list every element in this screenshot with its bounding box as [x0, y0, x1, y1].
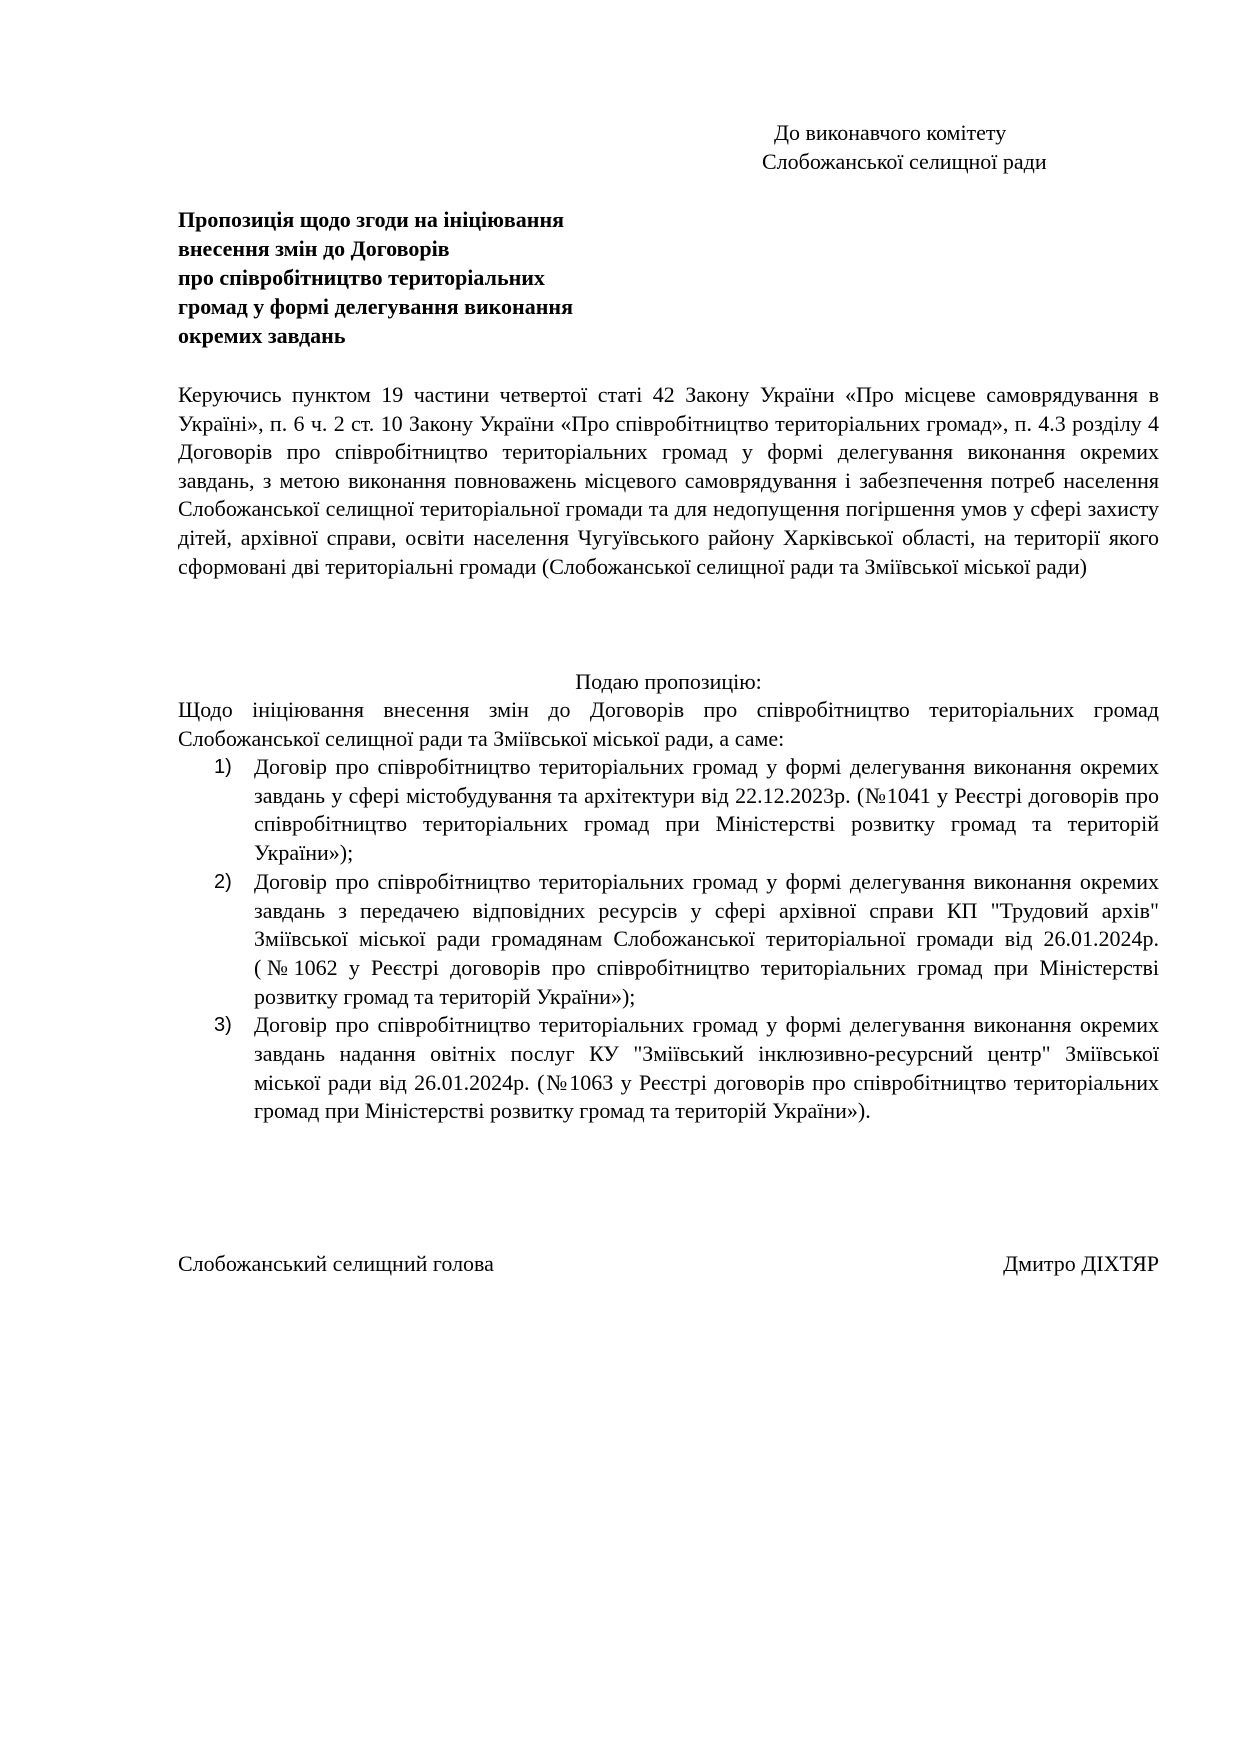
list-item-text: Договір про співробітництво територіальних громад у формі делегування виконання окремих завдань з передачею відповідних ресурсів у сфері архівної справи КП "Трудовий архів" Зміївської міської ради громадянам Слобожанської територіальної громади від 26.01.2024р. (№1062 у Реєстрі договорів про співробітництво територіальних громад при Міністерстві розвитку громад та територій України»); [254, 868, 1159, 1009]
list-item-number: 3) [214, 1014, 232, 1037]
list-item [178, 868, 1159, 1012]
signatory-position: Слобожанський селищний голова [178, 1251, 494, 1276]
list-item-text: Договір про співробітництво територіальних громад у формі делегування виконання окремих завдань надання овітніх послуг КУ "Зміївський інклюзивно-ресурсний центр" Зміївської міської ради від 26.01.2024р. (№1063 у Реєстрі договорів про співробітництво територіальних громад при Міністерстві розвитку громад та територій України»). [254, 1012, 1159, 1124]
list-item-text: Договір про співробітництво територіальних громад у формі делегування виконання окремих завдань у сфері містобудування та архітектури від 22.12.2023р. (№1041 у Реєстрі договорів про співробітництво територіальних громад при Міністерстві розвитку громад та територій України»); [254, 754, 1159, 866]
title-line: внесення змін до Договорів [178, 236, 450, 261]
signatory-name: Дмитро ДІХТЯР [1003, 1251, 1159, 1276]
title-line: про співробітництво територіальних [178, 265, 545, 290]
title-line: Пропозиція щодо згоди на ініціювання [178, 207, 565, 232]
addressee-line-2: Слобожанської селищної ради [762, 149, 1047, 174]
proposal-intro: Щодо ініціювання внесення змін до Договорів про співробітництво територіальних громад Слобожанської селищної ради та Зміївської міської ради, а саме: [178, 697, 1159, 751]
preamble-paragraph: Керуючись пунктом 19 частини четвертої статі 42 Закону України «Про місцеве самоврядування в Україні», п. 6 ч. 2 ст. 10 Закону України «Про співробітництво територіальних громад», п. 4.3 розділу 4 Договорів про співробітництво територіальних громад у формі делегування виконання окремих завдань, з метою виконання повноважень місцевого самоврядування і забезпечення потреб населення Слобожанської селищної територіальної громади та для недопущення погіршення умов у сфері захисту дітей, архівної справи, освіти населення Чугуївського району Харківської області, на території якого сформовані дві територіальні громади (Слобожанської селищної ради та Зміївської міської ради) [178, 382, 1159, 579]
addressee-line-1: До виконавчого комітету [774, 120, 1007, 145]
list-item [178, 1011, 1159, 1126]
proposal-heading: Подаю пропозицію: [575, 669, 762, 694]
title-line: окремих завдань [178, 323, 346, 348]
list-item-number: 2) [214, 870, 232, 893]
proposal-list [178, 753, 1159, 1126]
title-line: громад у формі делегування виконання [178, 294, 573, 319]
list-item [178, 753, 1159, 868]
list-item-number: 1) [214, 756, 232, 778]
addressee-block [762, 118, 1102, 176]
document-title [178, 205, 698, 350]
